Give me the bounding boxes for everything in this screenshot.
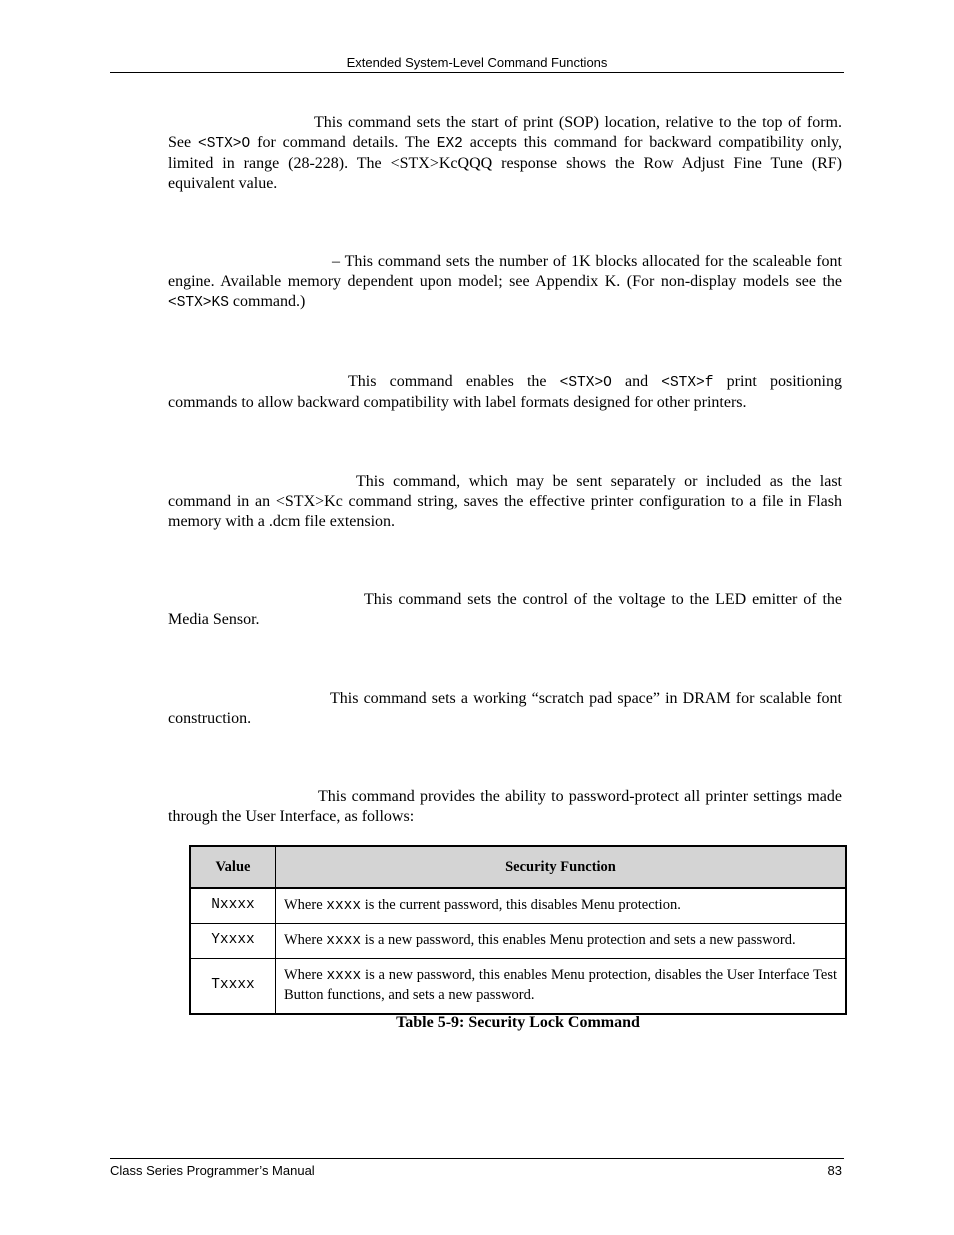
paragraph-print-positioning: This command enables the <STX>O and <STX>f print positioning commands to allow backward compatibility with label formats designed for other printers. <box>168 373 842 411</box>
value-cell: Yxxxx <box>190 923 276 958</box>
function-cell: Where xxxx is a new password, this enables Menu protection and sets a new password. <box>276 923 847 958</box>
column-header-function: Security Function <box>276 846 847 888</box>
paragraph-save-config: This command, which may be sent separately or included as the last command in an <STX>Kc command string, saves the effective printer configuration to a file in Flash memory with a .dcm file extension. <box>168 473 842 530</box>
value-cell: Txxxx <box>190 958 276 1014</box>
page-header: Extended System-Level Command Functions <box>346 55 608 70</box>
code-stx-o: <STX>O <box>198 136 251 152</box>
function-cell: Where xxxx is the current password, this disables Menu protection. <box>276 888 847 923</box>
header-rule <box>110 72 844 73</box>
paragraph-security: This command provides the ability to password-protect all printer settings made through the User Interface, as follows: <box>168 788 842 825</box>
code-stx-ks: <STX>KS <box>168 295 229 311</box>
paragraph-media-sensor: This command sets the control of the voltage to the LED emitter of the Media Sensor. <box>168 591 842 628</box>
security-lock-table <box>189 845 847 1015</box>
code-stx-f: <STX>f <box>661 375 714 391</box>
table-row <box>190 923 846 958</box>
column-header-value: Value <box>190 846 276 888</box>
paragraph-sop: This command sets the start of print (SOP) location, relative to the top of form. See <STX>O for command details. The EX2 accepts this command for backward compatibility only, limited in range (28-228). The <STX>KcQQQ response shows the Row Adjust Fine Tune (RF) equivalent value. <box>168 114 842 192</box>
page-number: 83 <box>827 1163 842 1178</box>
code-ex2: EX2 <box>436 136 463 152</box>
paragraph-scratch-pad: This command sets a working “scratch pad space” in DRAM for scalable font construction. <box>168 690 842 727</box>
paragraph-font-engine: – This command sets the number of 1K blocks allocated for the scaleable font engine. Available memory dependent upon model; see Appendix K. (For non-display models see the <STX>KS command.) <box>168 253 842 311</box>
table-row <box>190 888 846 923</box>
function-cell: Where xxxx is a new password, this enables Menu protection, disables the User Interface Test Button functions, and sets a new password. <box>276 958 847 1014</box>
code-stx-o-2: <STX>O <box>559 375 612 391</box>
table-row <box>190 958 846 1014</box>
footer-rule <box>110 1158 844 1159</box>
table-caption: Table 5-9: Security Lock Command <box>396 1014 640 1031</box>
table-header-row <box>190 846 846 888</box>
value-cell: Nxxxx <box>190 888 276 923</box>
footer-manual-title: Class Series Programmer’s Manual <box>110 1163 315 1178</box>
